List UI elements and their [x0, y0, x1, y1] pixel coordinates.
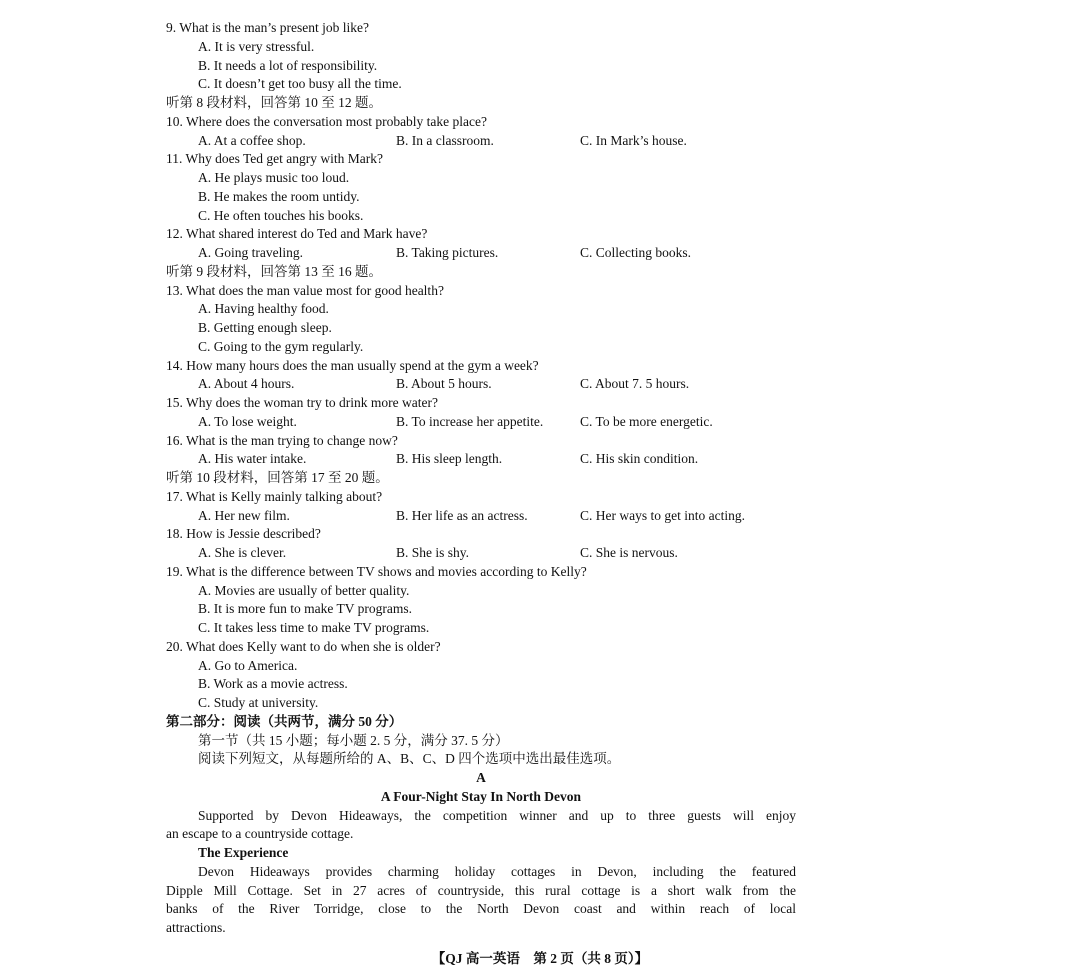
q17-option-a: A. Her new film. [198, 507, 290, 523]
q9-option-b: B. It needs a lot of responsibility. [198, 57, 378, 73]
q9-option-c: C. It doesn’t get too busy all the time. [198, 76, 402, 92]
q14-stem: 14. How many hours does the man usually spend at the gym a week? [166, 357, 539, 373]
q11-option-c: C. He often touches his books. [198, 207, 364, 223]
q20-option-b: B. Work as a movie actress. [198, 676, 348, 692]
q16-stem: 16. What is the man trying to change now? [166, 432, 398, 448]
q19-option-b: B. It is more fun to make TV programs. [198, 601, 412, 617]
q18-stem: 18. How is Jessie described? [166, 526, 321, 542]
q11-option-a: A. He plays music too loud. [198, 170, 350, 185]
page-footer: 【QJ 高一英语 第 2 页（共 8 页）】 [431, 951, 649, 966]
q17-option-c: C. Her ways to get into acting. [580, 507, 745, 523]
passage-p2-line1: Devon Hideaways provides charming holiday cottages in Devon, including the featured [198, 863, 796, 879]
q12-options [166, 244, 796, 263]
q13-option-a: A. Having healthy food. [198, 301, 329, 317]
q16-option-a: A. His water intake. [198, 451, 307, 467]
q14-option-c: C. About 7. 5 hours. [580, 376, 690, 392]
section-8-instruction: 听第 8 段材料，回答第 10 至 12 题。 [166, 95, 382, 110]
q9-stem: 9. What is the man’s present job like? [166, 20, 369, 35]
q10-stem: 10. Where does the conversation most probably take place? [166, 113, 488, 129]
q12-option-b: B. Taking pictures. [396, 245, 499, 260]
q15-options [166, 413, 796, 432]
part-2-title: 第二部分：阅读（共两节，满分 50 分） [166, 713, 403, 729]
q12-stem: 12. What shared interest do Ted and Mark have? [166, 226, 428, 242]
passage-p2-line3: banks of the River Torridge, close to the North Devon coast and within reach of local [166, 901, 796, 917]
q16-option-b: B. His sleep length. [396, 451, 503, 467]
q15-option-b: B. To increase her appetite. [396, 413, 544, 429]
part-2-instruction: 阅读下列短文，从每题所给的 A、B、C、D 四个选项中选出最佳选项。 [198, 751, 621, 767]
q16-option-c: C. His skin condition. [580, 451, 699, 467]
section-9-instruction: 听第 9 段材料，回答第 13 至 16 题。 [166, 263, 382, 279]
q17-option-b: B. Her life as an actress. [396, 507, 528, 523]
q17-stem: 17. What is Kelly mainly talking about? [166, 488, 383, 504]
q20-option-c: C. Study at university. [198, 695, 319, 710]
q9-option-a: A. It is very stressful. [198, 38, 315, 54]
q20-option-a: A. Go to America. [198, 657, 298, 673]
q13-stem: 13. What does the man value most for good health? [166, 282, 444, 298]
page-content [166, 19, 796, 938]
q17-options [166, 507, 796, 526]
passage-p1-line2: an escape to a countryside cottage. [166, 826, 354, 842]
section-10-instruction: 听第 10 段材料，回答第 17 至 20 题。 [166, 470, 389, 485]
q18-options [166, 544, 796, 563]
passage-p2-line2: Dipple Mill Cottage. Set in 27 acres of countryside, this rural cottage is a short walk from the [166, 882, 796, 898]
q20-stem: 20. What does Kelly want to do when she is older? [166, 638, 441, 654]
q14-option-a: A. About 4 hours. [198, 376, 295, 392]
q10-option-c: C. In Mark’s house. [580, 132, 687, 148]
q10-option-b: B. In a classroom. [396, 132, 494, 148]
q11-stem: 11. Why does Ted get angry with Mark? [166, 151, 384, 167]
q10-option-a: A. At a coffee shop. [198, 132, 306, 148]
q13-option-b: B. Getting enough sleep. [198, 320, 332, 335]
q16-options [166, 450, 796, 469]
q18-option-b: B. She is shy. [396, 545, 470, 560]
q10-options [166, 132, 796, 151]
q19-stem: 19. What is the difference between TV shows and movies according to Kelly? [166, 563, 587, 579]
passage-title: A Four-Night Stay In North Devon [380, 788, 582, 804]
q13-option-c: C. Going to the gym regularly. [198, 338, 364, 354]
q15-option-a: A. To lose weight. [198, 413, 297, 429]
q14-options [166, 375, 796, 394]
part-2-section-1: 第一节（共 15 小题；每小题 2. 5 分，满分 37. 5 分） [198, 732, 509, 748]
q15-stem: 15. Why does the woman try to drink more water? [166, 395, 438, 410]
passage-letter: A [476, 770, 486, 785]
q12-option-a: A. Going traveling. [198, 245, 303, 260]
passage-heading: The Experience [198, 845, 289, 860]
passage-p1-line1: Supported by Devon Hideaways, the competition winner and up to three guests will enjoy [198, 807, 796, 823]
q14-option-b: B. About 5 hours. [396, 376, 492, 392]
q15-option-c: C. To be more energetic. [580, 413, 713, 429]
q12-option-c: C. Collecting books. [580, 245, 691, 260]
q19-option-a: A. Movies are usually of better quality. [198, 582, 410, 598]
q18-option-a: A. She is clever. [198, 545, 287, 560]
q11-option-b: B. He makes the room untidy. [198, 188, 360, 204]
passage-p2-line4: attractions. [166, 920, 226, 935]
q18-option-c: C. She is nervous. [580, 545, 678, 560]
q19-option-c: C. It takes less time to make TV programs. [198, 620, 430, 635]
